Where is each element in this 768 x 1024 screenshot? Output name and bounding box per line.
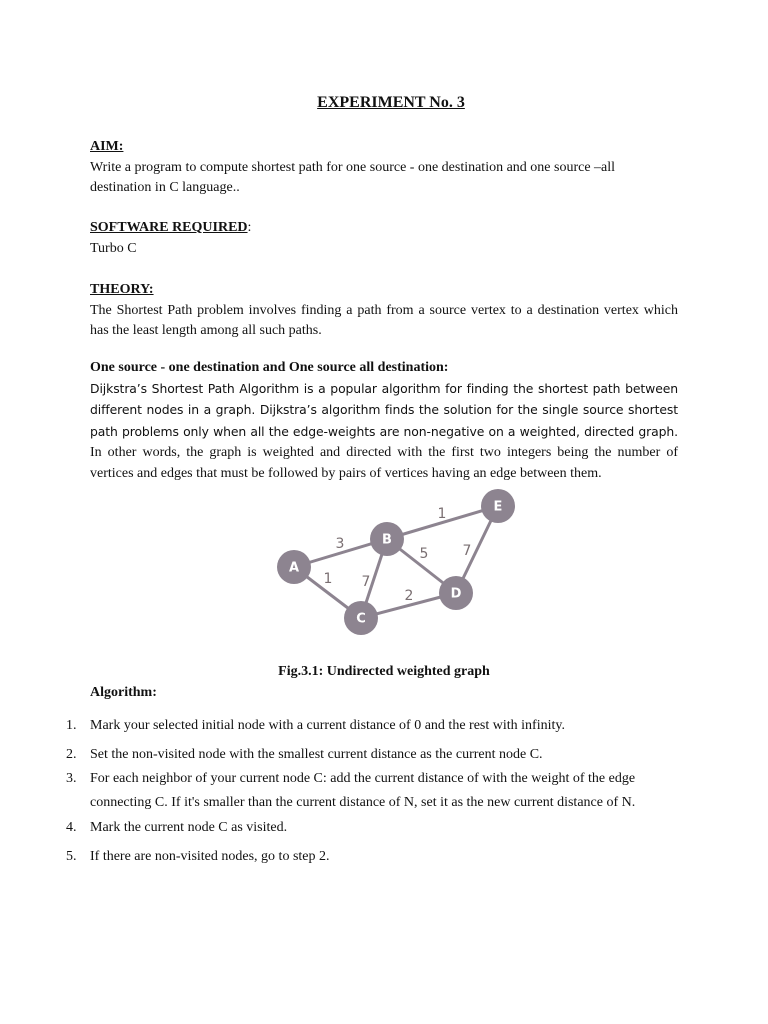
page-title: EXPERIMENT No. 3 — [317, 94, 465, 111]
graph-node-e — [481, 489, 515, 523]
software-heading: SOFTWARE REQUIRED — [90, 220, 248, 235]
dijkstra-description-continued: In other words, the graph is weighted and directed with the first two integers being the number of vertices and edges that must be followed by pairs of vertices having an edge between them. — [90, 445, 678, 481]
step-text: Mark your selected initial node with a current distance of 0 and the rest with infinity. — [90, 718, 565, 733]
theory-text: The Shortest Path problem involves finding a path from a source vertex to a destination vertex which has the least length among all such paths. — [90, 302, 678, 338]
software-section — [90, 218, 678, 259]
graph-node-label: B — [382, 532, 392, 548]
section-paragraph — [90, 379, 678, 485]
edge-weight-d-e: 7 — [462, 543, 472, 559]
software-text: Turbo C — [90, 240, 137, 256]
edge-weight-b-d: 5 — [419, 546, 429, 562]
step-number: 4. — [66, 820, 77, 835]
graph-node-label: D — [450, 586, 462, 602]
figure-caption: Fig.3.1: Undirected weighted graph — [278, 664, 490, 679]
edge-weight-b-e: 1 — [437, 506, 447, 522]
shortest-path-section — [90, 358, 678, 484]
step-text: Mark the current node C as visited. — [90, 820, 288, 835]
weighted-graph-figure — [270, 484, 530, 640]
step-number: 5. — [66, 849, 77, 864]
graph-node-c — [344, 601, 378, 635]
step-number: 3. — [66, 771, 77, 786]
theory-heading: THEORY: — [90, 282, 154, 297]
aim-heading: AIM: — [90, 139, 124, 154]
step-text: For each neighbor of your current node C: add the current distance of with the weight of the edge connecting C. If it's smaller than the current distance of N, set it as the new current distance of N. — [90, 771, 636, 810]
step-number: 1. — [66, 718, 77, 733]
software-heading-line — [90, 218, 678, 239]
section-heading: One source - one destination and One source all destination: — [90, 360, 449, 375]
edge-weight-c-d: 2 — [404, 588, 414, 604]
graph-node-a — [277, 550, 311, 584]
theory-section — [90, 280, 678, 342]
step-number: 2. — [66, 747, 77, 762]
software-heading-colon: : — [247, 220, 252, 235]
step-text: If there are non-visited nodes, go to step 2. — [90, 849, 330, 864]
edge-weight-b-c: 7 — [361, 574, 371, 590]
algorithm-heading: Algorithm: — [90, 685, 157, 700]
aim-text: Write a program to compute shortest path for one source - one destination and one source –all destination in C language.. — [90, 159, 616, 195]
graph-node-d — [439, 576, 473, 610]
graph-node-label: E — [493, 499, 503, 515]
edge-weight-a-b: 3 — [335, 536, 345, 552]
edge-weight-a-c: 1 — [323, 571, 333, 587]
aim-section — [90, 137, 678, 199]
graph-node-b — [370, 522, 404, 556]
step-text: Set the non-visited node with the smallest current distance as the current node C. — [90, 747, 543, 762]
graph-node-label: A — [288, 560, 300, 576]
dijkstra-description: Dijkstra’s Shortest Path Algorithm is a popular algorithm for finding the shortest path between different nodes in a graph. Dijkstra’s algorithm finds the solution for the single source shortest path problems only when all the edge-weights are non-negative on a weighted, directed graph. — [90, 380, 678, 439]
graph-node-label: C — [356, 611, 366, 627]
